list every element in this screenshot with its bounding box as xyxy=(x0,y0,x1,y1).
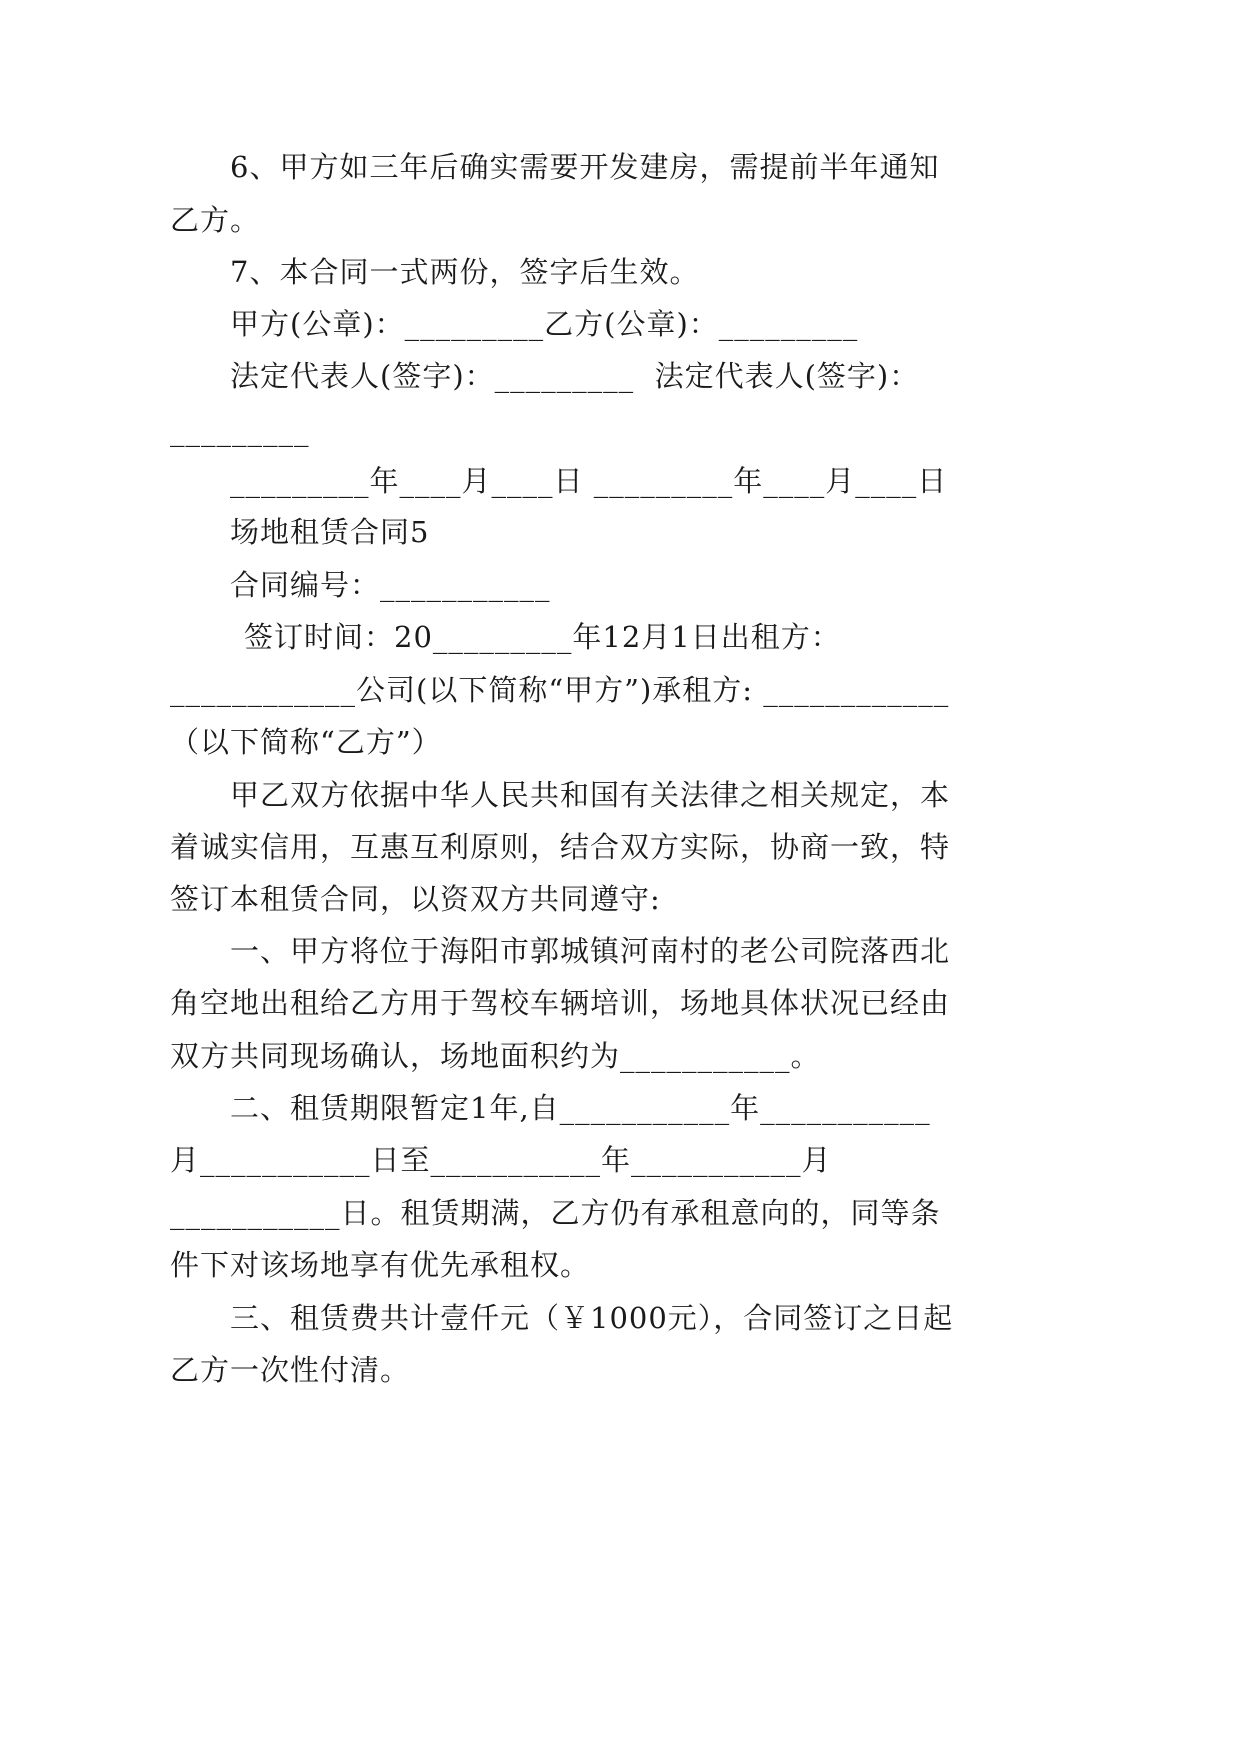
contract-title: 场地租赁合同5 xyxy=(230,515,430,549)
text-line: 月___________日至___________年___________月 xyxy=(170,1143,832,1177)
clause-6-line-1 xyxy=(230,147,940,187)
parties-line xyxy=(170,670,950,710)
text-line: 三、租赁费共计壹仟元（￥1000元），合同签订之日起 xyxy=(230,1301,954,1335)
article-1-line-2 xyxy=(170,983,951,1023)
article-1-line-3: 双方共同现场确认，场地面积约为___________。 xyxy=(170,1039,821,1073)
legal-rep-line: 法定代表人(签字)：_________ 法定代表人(签字)： xyxy=(230,359,920,393)
preamble-line-1 xyxy=(230,775,951,815)
text-line: 6、甲方如三年后确实需要开发建房，需提前半年通知 xyxy=(230,150,940,184)
preamble-line-2 xyxy=(170,827,951,867)
text-line: 着诚实信用，互惠互利原则，结合双方实际，协商一致，特 xyxy=(170,830,951,864)
article-2-line-3 xyxy=(170,1193,940,1233)
clause-6-line-2: 乙方。 xyxy=(170,203,261,237)
contract-number: 合同编号：___________ xyxy=(230,568,551,602)
sign-time-line xyxy=(244,617,940,657)
text-line: 二、租赁期限暂定1年,自___________年___________ xyxy=(230,1091,931,1125)
legal-rep-blank: _________ xyxy=(170,413,310,447)
article-3-line-1 xyxy=(230,1298,954,1338)
article-2-line-2 xyxy=(170,1140,940,1180)
party-seal-line: 甲方(公章)：_________乙方(公章)：_________ xyxy=(230,307,859,341)
article-3-line-2: 乙方一次性付清。 xyxy=(170,1353,411,1387)
article-2-line-1 xyxy=(230,1088,940,1128)
text-line: ____________公司(以下简称“甲方”)承租方: ____________ xyxy=(170,673,950,707)
preamble-line-3: 签订本租赁合同，以资双方共同遵守: xyxy=(170,882,661,916)
clause-7: 7、本合同一式两份，签字后生效。 xyxy=(230,255,700,289)
text-line: 一、甲方将位于海阳市郭城镇河南村的老公司院落西北 xyxy=(230,934,951,968)
text-line: ___________日。租赁期满，乙方仍有承租意向的，同等条 xyxy=(170,1196,941,1230)
article-2-line-4: 件下对该场地享有优先承租权。 xyxy=(170,1248,591,1282)
party-b-note: （以下简称“乙方”） xyxy=(170,725,442,759)
article-1-line-1 xyxy=(230,931,951,971)
text-line: 角空地出租给乙方用于驾校车辆培训，场地具体状况已经由 xyxy=(170,986,951,1020)
text-line: 甲乙双方依据中华人民共和国有关法律之相关规定，本 xyxy=(230,778,951,812)
text-line: 签订时间：20_________年12月1日出租方： xyxy=(244,620,841,654)
date-line: _________年____月____日 _________年____月____日 xyxy=(230,464,948,498)
